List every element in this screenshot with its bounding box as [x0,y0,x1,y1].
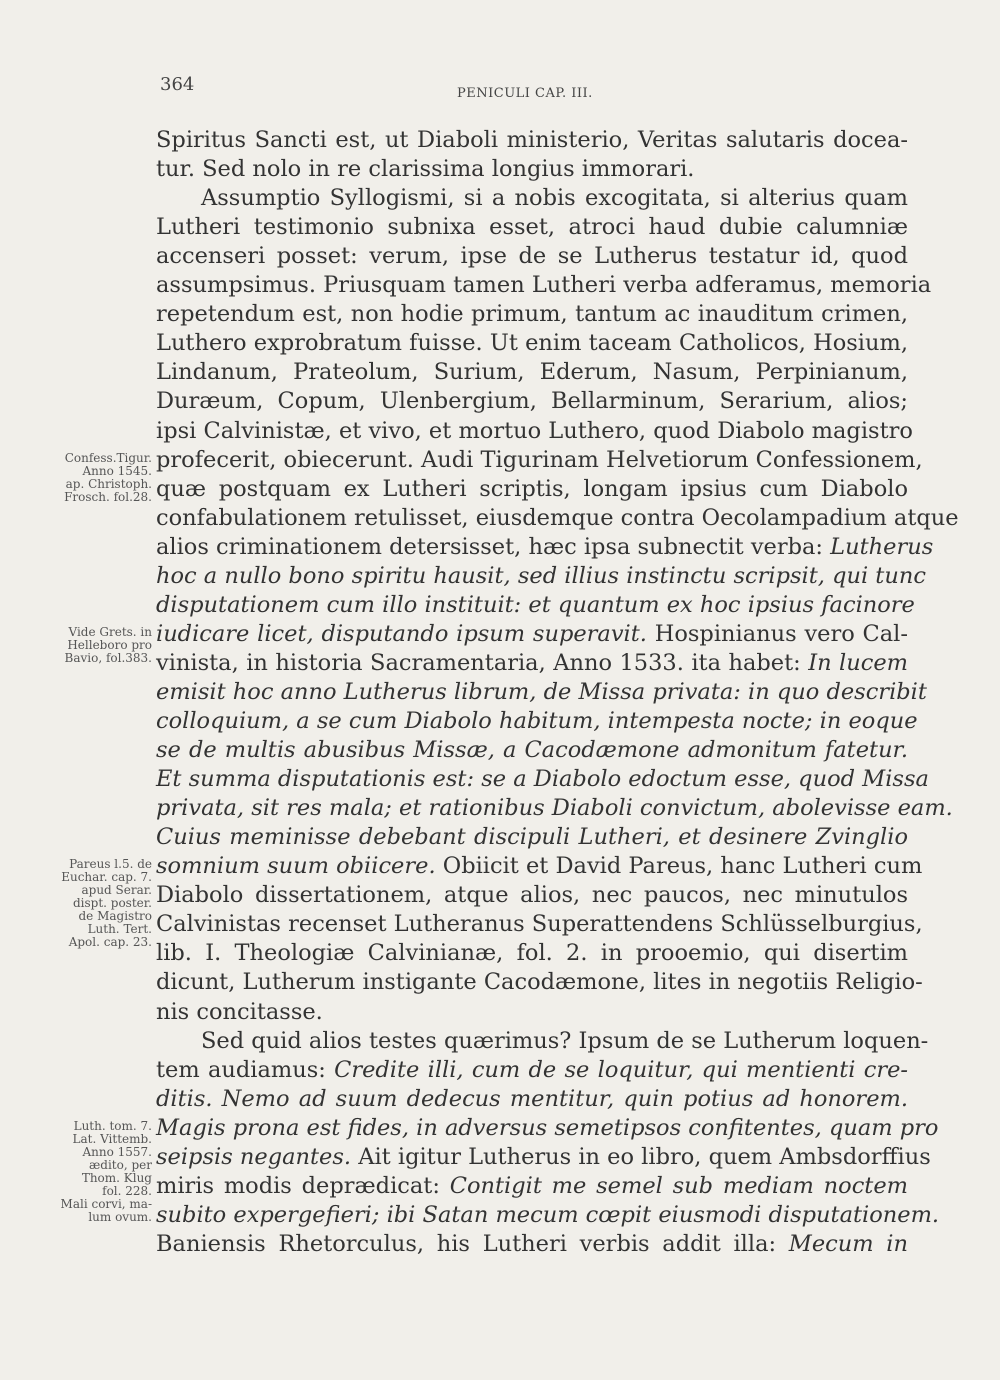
text-line [156,329,908,358]
italic-text: Magis prona est fides, in adversus semetipsos confitentes, quam pro [156,1114,939,1141]
text-line [156,591,915,620]
margin-note [0,1120,152,1224]
margin-note-line: Luth. tom. 7. [73,1118,152,1133]
text-line [156,1201,940,1230]
text-line [156,242,908,271]
text-segment: profecerit, obiecerunt. Audi Tigurinam Helvetiorum Confessionem, [156,446,923,473]
text-line [156,1114,939,1143]
text-segment: Ait igitur Lutherus in eo libro, quem Ambsdorffius [351,1143,931,1170]
text-segment: alios criminationem detersisset, hæc ipsa subnectit verba: [156,533,831,560]
text-line [156,1085,908,1114]
text-line [156,707,918,736]
text-line [156,184,908,213]
italic-text: hoc a nullo bono spiritu hausit, sed illius instinctu scripsit, qui tunc [156,562,926,589]
margin-note-line: Mali corvi, ma- [60,1196,152,1211]
text-line [156,562,926,591]
margin-note [0,452,152,504]
italic-text: disputationem cum illo instituit: et quantum ex hoc ipsius facinore [156,591,915,618]
text-segment: quæ postquam ex Lutheri scriptis, longam ipsius cum Diabolo [156,475,908,502]
margin-note-line: Helleboro pro [67,637,152,652]
margin-note-line: lum ovum. [88,1209,152,1224]
margin-note-line: Anno 1557. [82,1144,152,1159]
margin-note-line: Bavio, fol.383. [64,650,152,665]
margin-note-line: fol. 228. [102,1183,152,1198]
text-segment: miris modis deprædicat: [156,1172,450,1199]
italic-text: Credite illi, cum de se loquitur, qui mentienti cre- [334,1056,909,1083]
italic-text: Mecum in [788,1230,908,1257]
text-line [156,1027,929,1056]
text-segment: lib. I. Theologiæ Calvinianæ, fol. 2. in prooemio, qui disertim [156,940,908,967]
page-number: 364 [160,74,195,95]
text-line [156,1172,908,1201]
text-line [156,823,908,852]
italic-text: Et summa disputationis est: se a Diabolo edoctum esse, quod Missa [156,766,929,793]
italic-text: privata, sit res mala; et rationibus Diaboli convictum, abolevisse eam. [156,795,953,822]
italic-text: colloquium, a se cum Diabolo habitum, intempesta nocte; in eoque [156,708,918,734]
text-line [156,155,908,184]
text-segment: Assumptio Syllogismi, si a nobis excogitata, si alterius quam [201,185,908,212]
text-line [156,1230,908,1259]
text-line [156,1143,931,1172]
text-line [156,852,923,881]
italic-text: seipsis negantes. [156,1143,352,1170]
italic-text: Contigit me semel sub mediam noctem [449,1172,908,1199]
text-segment: dicunt, Lutherum instigante Cacodæmone, lites in negotiis Religio- [156,969,923,996]
text-segment: Calvinistas recenset Lutheranus Superattendens Schlüsselburgius, [156,911,923,938]
text-line [156,533,934,562]
text-line [156,504,959,533]
text-segment: repetendum est, non hodie primum, tantum ac inauditum crimen, [156,301,908,328]
text-line [156,475,908,504]
text-segment: Baniensis Rhetorculus, his Lutheri verbis addit illa: [156,1230,789,1257]
text-segment: Hospinianus vero Cal- [646,620,908,647]
text-line [156,649,908,678]
text-line [156,794,953,823]
text-segment: Spiritus Sancti est, ut Diaboli ministerio, Veritas salutaris docea- [156,127,908,153]
text-segment: accenseri posset: verum, ipse de se Lutherus testatur id, quod [156,243,908,270]
margin-note-line: Anno 1545. [82,463,152,478]
margin-note-line: ap. Christoph. [65,476,152,491]
italic-text: somnium suum obiicere. [156,853,436,880]
text-line [156,446,923,475]
margin-note-line: de Magistro [78,909,152,924]
running-head: PENICULI CAP. III. [457,86,593,101]
text-line [156,678,927,707]
text-line [156,736,908,765]
text-line [156,417,913,446]
text-segment: Sed quid alios testes quærimus? Ipsum de se Lutherum loquen- [201,1027,929,1054]
margin-note-line: dispt. poster. [72,896,152,911]
margin-note [0,858,152,949]
margin-note-line: ædito, per [89,1157,152,1172]
margin-note-line: apud Serar. [81,883,152,898]
text-segment: Duræum, Copum, Ulenbergium, Bellarminum, Serarium, alios; [156,388,908,415]
margin-note-line: Lat. Vittemb. [72,1131,152,1146]
italic-text: emisit hoc anno Lutherus librum, de Missa privata: in quo describit [156,678,927,705]
text-line [156,126,908,155]
text-segment: tem audiamus: [156,1056,335,1083]
italic-text: se de multis abusibus Missæ, a Cacodæmone admonitum fatetur. [156,737,908,764]
margin-note-line: Luth. Tert. [87,922,152,937]
text-segment: vinista, in historia Sacramentaria, Anno 1533. ita habet: [156,649,809,676]
text-line [156,910,923,939]
margin-note [0,626,152,665]
italic-text: subito expergefieri; ibi Satan mecum cœpit eiusmodi disputationem. [156,1201,940,1228]
text-segment: Obiicit et David Pareus, hanc Lutheri cum [435,853,923,880]
margin-note-line: Thom. Klug [81,1170,152,1185]
italic-text: In lucem [808,649,908,676]
text-segment: Lutheri testimonio subnixa esset, atroci haud dubie calumniæ [156,214,908,241]
italic-text: Cuius meminisse debebant discipuli Lutheri, et desinere Zvinglio [156,824,908,851]
text-line [156,387,908,416]
text-segment: Diabolo dissertationem, atque alios, nec paucos, nec minutulos [156,882,908,909]
text-line [156,271,932,300]
margin-note-line: Vide Grets. in [68,624,152,639]
text-line [156,1056,908,1085]
text-line [156,300,908,329]
italic-text: ditis. Nemo ad suum dedecus mentitur, quin potius ad honorem. [156,1085,908,1112]
text-segment: tur. Sed nolo in re clarissima longius immorari. [156,156,695,183]
text-line [156,358,908,387]
margin-note-line: Apol. cap. 23. [68,935,152,950]
text-segment: assumpsimus. Priusquam tamen Lutheri verba adferamus, memoria [156,272,932,299]
text-segment: Lindanum, Prateolum, Surium, Ederum, Nasum, Perpinianum, [156,359,908,386]
text-segment: ipsi Calvinistæ, et vivo, et mortuo Luthero, quod Diabolo magistro [156,417,913,444]
text-segment: Luthero exprobratum fuisse. Ut enim taceam Catholicos, Hosium, [156,330,908,357]
text-segment: nis concitasse. [156,998,323,1025]
text-line [156,998,908,1027]
margin-note-line: Euchar. cap. 7. [61,870,152,885]
margin-note-line: Pareus l.5. de [69,857,152,872]
italic-text: iudicare licet, disputando ipsum superavit. [156,620,647,647]
text-line [156,620,908,649]
text-segment: confabulationem retulisset, eiusdemque contra Oecolampadium atque [156,504,959,531]
italic-text: Lutherus [830,533,934,560]
text-line [156,213,908,242]
margin-note-line: Confess.Tigur. [64,450,152,465]
margin-note-line: Frosch. fol.28. [64,489,152,504]
text-line [156,765,929,794]
text-line [156,939,908,968]
text-line [156,881,908,910]
text-line [156,968,923,997]
